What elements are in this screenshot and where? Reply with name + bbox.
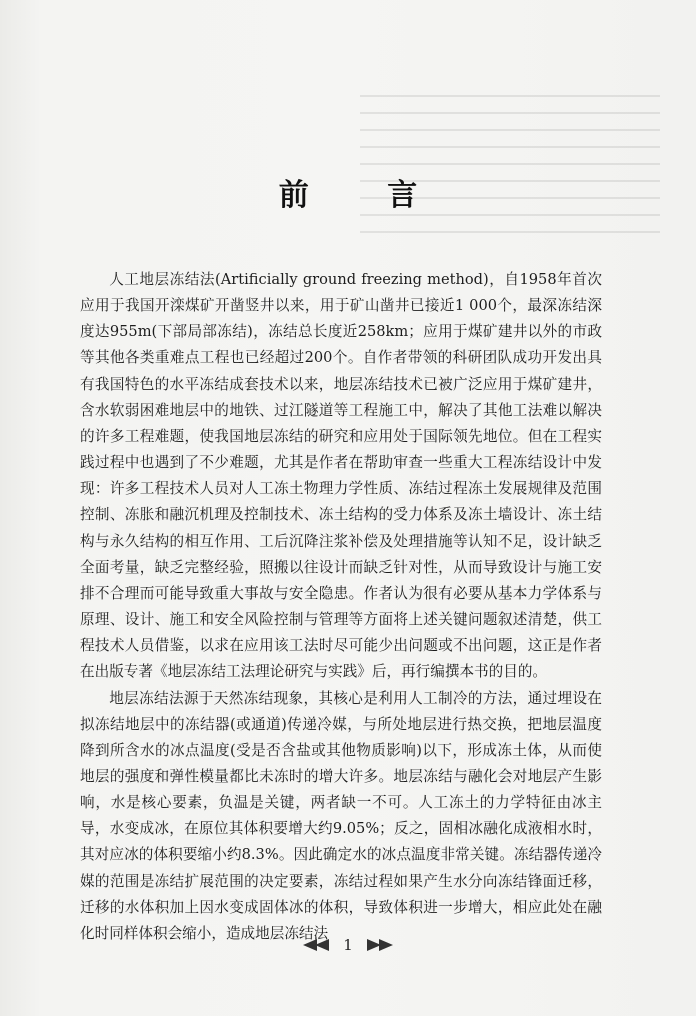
left-double-arrow-icon (303, 939, 333, 951)
page-title: 前 言 (278, 178, 452, 213)
body-text (80, 267, 602, 947)
paragraph-2: 地层冻结法源于天然冻结现象，其核心是利用人工制冷的方法，通过埋设在拟冻结地层中的冻结器(或通道)传递冷媒，与所处地层进行热交换，把地层温度降到所含水的冰点温度(受是否含盐或其他物质影响)以下，形成冻土体，从而使地层的强度和弹性模量都比未冻时的增大许多。地层冻结与融化会对地层产生影响，水是核心要素，负温是关键，两者缺一不可。人工冻土的力学特征由冰主导，水变成冰，在原位其体积要增大约9.05%；反之，固相冰融化成液相水时，其对应冰的体积要缩小约8.3%。因此确定水的冰点温度非常关键。冻结器传递冷媒的范围是冻结扩展范围的决定要素，冻结过程如果产生水分向冻结锋面迁移，迁移的水体积加上因水变成固体冰的体积，导致体积进一步增大，相应此处在融化时同样体积会缩小，造成地层冻结法 (80, 689, 602, 942)
page-footer (0, 935, 696, 955)
right-double-arrow-icon (363, 939, 393, 951)
page-number: 1 (343, 936, 353, 954)
paragraph-1: 人工地层冻结法(Artificially ground freezing method)，自1958年首次应用于我国开滦煤矿开凿竖井以来，用于矿山凿井已接近1 000个，最深冻结深度达955m(下部局部冻结)，冻结总长度近258km；应用于煤矿建井以外的市政等其他各类重难点工程也已经超过200个。自作者带领的科研团队成功开发出具有我国特色的水平冻结成套技术以来，地层冻结技术已被广泛应用于煤矿建井，含水软弱困难地层中的地铁、过江隧道等工程施工中，解决了其他工法难以解决的许多工程难题，使我国地层冻结的研究和应用处于国际领先地位。但在工程实践过程中也遇到了不少难题，尤其是作者在帮助审查一些重大工程冻结设计中发现：许多工程技术人员对人工冻土物理力学性质、冻结过程冻土发展规律及范围控制、冻胀和融沉机理及控制技术、冻土结构的受力体系及冻土墙设计、冻土结构与永久结构的相互作用、工后沉降注浆补偿及处理措施等认知不足，设计缺乏全面考量，缺乏完整经验，照搬以往设计而缺乏针对性，从而导致设计与施工安排不合理而可能导致重大事故与安全隐患。作者认为很有必要从基本力学体系与原理、设计、施工和安全风险控制与管理等方面将上述关键问题叙述清楚，供工程技术人员借鉴，以求在应用该工法时尽可能少出问题或不出问题，这正是作者在出版专著《地层冻结工法理论研究与实践》后，再行编撰本书的目的。 (80, 271, 602, 681)
